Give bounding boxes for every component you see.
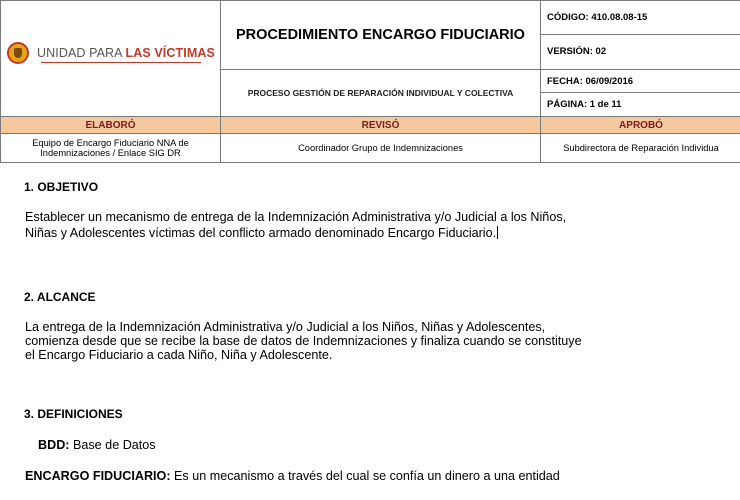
fecha-field: FECHA: 06/09/2016 — [541, 70, 740, 93]
version-field: VERSIÓN: 02 — [541, 34, 740, 69]
elaboro-label: ELABORÓ — [1, 117, 221, 134]
text-cursor — [497, 226, 498, 239]
elaboro-line-2: Indemnizaciones / Enlace SIG DR — [40, 148, 181, 158]
logo-cell — [1, 1, 221, 117]
colombia-seal-icon — [7, 42, 29, 64]
document-title: PROCEDIMIENTO ENCARGO FIDUCIARIO — [221, 1, 541, 70]
alcance-line-2: comienza desde que se recibe la base de datos de Indemnizaciones y finaliza cuando se constituye — [25, 334, 582, 348]
heading-alcance: 2. ALCANCE — [24, 290, 96, 304]
elaboro-value — [1, 134, 221, 163]
alcance-line-3: el Encargo Fiduciario a cada Niño, Niña y Adolescente. — [25, 348, 333, 362]
logo-text: UNIDAD PARA LAS VÍCTIMAS — [37, 46, 215, 60]
pagina-field: PÁGINA: 1 de 11 — [541, 93, 740, 117]
document-header-table — [0, 0, 740, 163]
unidad-victimas-logo — [7, 42, 215, 64]
definicion-encargo-fiduciario: ENCARGO FIDUCIARIO: Es un mecanismo a través del cual se confía un dinero a una entidad — [25, 469, 560, 483]
elaboro-line-1: Equipo de Encargo Fiduciario NNA de — [32, 138, 189, 148]
objetivo-line-2: Niñas y Adolescentes víctimas del conflicto armado denominado Encargo Fiduciario. — [25, 226, 497, 240]
objetivo-line-1: Establecer un mecanismo de entrega de la Indemnización Administrativa y/o Judicial a los Niños, — [25, 210, 567, 224]
codigo-field: CÓDIGO: 410.08.08-15 — [541, 1, 740, 35]
reviso-label: REVISÓ — [221, 117, 541, 134]
definicion-bdd: BDD: Base de Datos — [38, 438, 156, 452]
reviso-value: Coordinador Grupo de Indemnizaciones — [221, 134, 541, 163]
logo-underline — [41, 62, 201, 63]
aprobo-value: Subdirectora de Reparación Individua — [541, 134, 740, 163]
heading-definiciones: 3. DEFINICIONES — [24, 407, 123, 421]
heading-objetivo: 1. OBJETIVO — [24, 180, 99, 194]
process-name: PROCESO GESTIÓN DE REPARACIÓN INDIVIDUAL Y COLECTIVA — [221, 70, 541, 117]
aprobo-label: APROBÓ — [541, 117, 740, 134]
alcance-line-1: La entrega de la Indemnización Administrativa y/o Judicial a los Niños, Niñas y Adolescentes, — [25, 320, 546, 334]
